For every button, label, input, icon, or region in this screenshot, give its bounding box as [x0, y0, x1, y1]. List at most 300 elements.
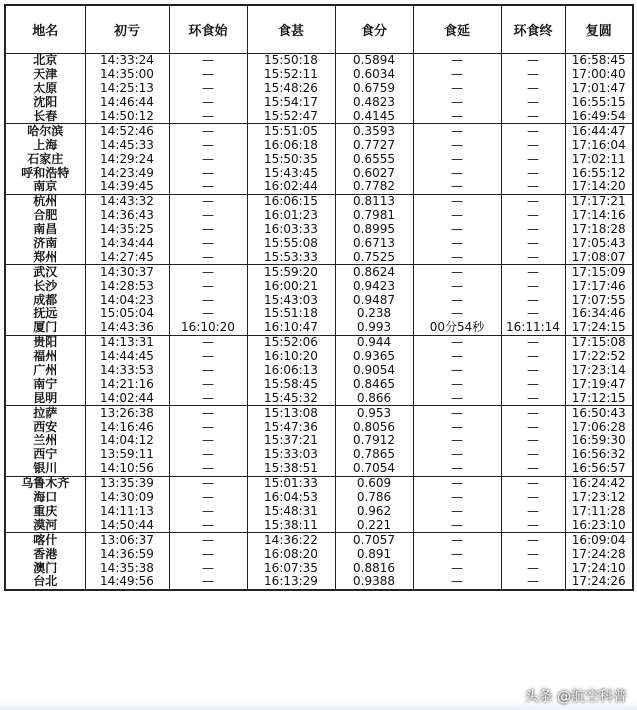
cell-annular-end: — [501, 533, 565, 547]
cell-magnitude: 0.6713 [335, 237, 413, 251]
cell-last-contact: 16:56:57 [565, 462, 633, 476]
cell-magnitude: 0.953 [335, 406, 413, 420]
cell-annular-start: — [169, 406, 247, 420]
cell-first-contact: 13:26:38 [85, 406, 169, 420]
table-header [5, 5, 633, 54]
cell-annular-start: — [169, 505, 247, 519]
cell-magnitude: 0.221 [335, 518, 413, 532]
header-magnitude: 食分 [335, 5, 413, 54]
cell-magnitude: 0.238 [335, 307, 413, 321]
cell-duration: — [413, 533, 501, 547]
cell-duration: — [413, 110, 501, 124]
cell-maximum: 16:06:13 [247, 364, 335, 378]
cell-annular-start: — [169, 250, 247, 264]
cell-annular-start: — [169, 124, 247, 138]
cell-last-contact: 17:19:47 [565, 377, 633, 391]
cell-maximum: 15:13:08 [247, 406, 335, 420]
cell-location: 抚远 [5, 307, 85, 321]
cell-location: 天津 [5, 68, 85, 82]
cell-annular-start: — [169, 575, 247, 590]
cell-magnitude: 0.9388 [335, 575, 413, 590]
cell-location: 北京 [5, 54, 85, 68]
cell-annular-start: — [169, 82, 247, 96]
cell-duration: — [413, 194, 501, 208]
cell-annular-start: — [169, 265, 247, 279]
cell-location: 南宁 [5, 377, 85, 391]
table-row [5, 96, 633, 110]
table-row [5, 307, 633, 321]
cell-magnitude: 0.8056 [335, 420, 413, 434]
cell-annular-end: — [501, 250, 565, 264]
table-row [5, 491, 633, 505]
cell-maximum: 16:10:20 [247, 350, 335, 364]
cell-maximum: 15:45:32 [247, 391, 335, 405]
table-row [5, 406, 633, 420]
header-annular-start: 环食始 [169, 5, 247, 54]
cell-first-contact: 14:50:44 [85, 518, 169, 532]
table-row [5, 152, 633, 166]
cell-first-contact: 14:50:12 [85, 110, 169, 124]
table-row [5, 575, 633, 590]
cell-location: 石家庄 [5, 152, 85, 166]
cell-duration: — [413, 166, 501, 180]
cell-magnitude: 0.6555 [335, 152, 413, 166]
cell-annular-start: — [169, 518, 247, 532]
cell-annular-end: — [501, 476, 565, 490]
cell-last-contact: 17:24:15 [565, 321, 633, 335]
header-annular-end: 环食终 [501, 5, 565, 54]
cell-annular-start: — [169, 533, 247, 547]
table-row [5, 166, 633, 180]
cell-first-contact: 14:49:56 [85, 575, 169, 590]
cell-annular-end: — [501, 293, 565, 307]
cell-first-contact: 14:46:44 [85, 96, 169, 110]
cell-location: 乌鲁木齐 [5, 476, 85, 490]
cell-first-contact: 14:52:46 [85, 124, 169, 138]
cell-annular-start: — [169, 138, 247, 152]
cell-magnitude: 0.6759 [335, 82, 413, 96]
cell-last-contact: 17:06:28 [565, 420, 633, 434]
cell-location: 上海 [5, 138, 85, 152]
cell-last-contact: 17:07:55 [565, 293, 633, 307]
cell-location: 台北 [5, 575, 85, 590]
eclipse-times-table [4, 4, 634, 591]
cell-last-contact: 16:55:12 [565, 166, 633, 180]
cell-magnitude: 0.4823 [335, 96, 413, 110]
cell-annular-end: — [501, 391, 565, 405]
cell-duration: — [413, 364, 501, 378]
cell-annular-start: — [169, 364, 247, 378]
cell-annular-end: — [501, 223, 565, 237]
cell-annular-start: — [169, 166, 247, 180]
cell-annular-end: — [501, 307, 565, 321]
cell-annular-end: — [501, 575, 565, 590]
cell-magnitude: 0.3593 [335, 124, 413, 138]
cell-maximum: 16:08:20 [247, 547, 335, 561]
cell-duration: — [413, 561, 501, 575]
cell-maximum: 15:59:20 [247, 265, 335, 279]
table-row [5, 547, 633, 561]
cell-annular-end: — [501, 209, 565, 223]
cell-duration: — [413, 476, 501, 490]
cell-first-contact: 14:28:53 [85, 279, 169, 293]
table-row [5, 434, 633, 448]
cell-magnitude: 0.891 [335, 547, 413, 561]
cell-location: 银川 [5, 462, 85, 476]
cell-last-contact: 17:05:43 [565, 237, 633, 251]
cell-annular-start: — [169, 547, 247, 561]
cell-duration: 00分54秒 [413, 321, 501, 335]
cell-annular-start: — [169, 561, 247, 575]
cell-location: 兰州 [5, 434, 85, 448]
cell-annular-end: — [501, 434, 565, 448]
cell-annular-start: — [169, 293, 247, 307]
table-row [5, 462, 633, 476]
cell-last-contact: 16:23:10 [565, 518, 633, 532]
cell-first-contact: 14:25:13 [85, 82, 169, 96]
cell-maximum: 15:48:26 [247, 82, 335, 96]
cell-last-contact: 17:08:07 [565, 250, 633, 264]
cell-annular-start: — [169, 96, 247, 110]
cell-location: 沈阳 [5, 96, 85, 110]
table-row [5, 68, 633, 82]
cell-location: 南昌 [5, 223, 85, 237]
cell-magnitude: 0.786 [335, 491, 413, 505]
cell-duration: — [413, 335, 501, 349]
cell-first-contact: 14:43:32 [85, 194, 169, 208]
cell-maximum: 15:38:51 [247, 462, 335, 476]
cell-last-contact: 17:02:11 [565, 152, 633, 166]
cell-maximum: 15:52:47 [247, 110, 335, 124]
cell-last-contact: 17:01:47 [565, 82, 633, 96]
cell-last-contact: 16:56:32 [565, 448, 633, 462]
table-row [5, 505, 633, 519]
cell-maximum: 15:38:11 [247, 518, 335, 532]
cell-maximum: 15:51:05 [247, 124, 335, 138]
table-row [5, 350, 633, 364]
cell-annular-start: — [169, 237, 247, 251]
cell-magnitude: 0.866 [335, 391, 413, 405]
cell-location: 重庆 [5, 505, 85, 519]
cell-duration: — [413, 547, 501, 561]
table-row [5, 377, 633, 391]
table-row [5, 180, 633, 194]
cell-duration: — [413, 406, 501, 420]
cell-annular-start: — [169, 194, 247, 208]
cell-annular-start: — [169, 377, 247, 391]
cell-duration: — [413, 250, 501, 264]
cell-duration: — [413, 279, 501, 293]
cell-duration: — [413, 96, 501, 110]
cell-location: 昆明 [5, 391, 85, 405]
cell-last-contact: 16:09:04 [565, 533, 633, 547]
cell-first-contact: 14:23:49 [85, 166, 169, 180]
cell-magnitude: 0.7525 [335, 250, 413, 264]
table-row [5, 265, 633, 279]
cell-annular-start: — [169, 68, 247, 82]
cell-first-contact: 14:35:38 [85, 561, 169, 575]
cell-last-contact: 17:17:21 [565, 194, 633, 208]
cell-location: 呼和浩特 [5, 166, 85, 180]
cell-duration: — [413, 420, 501, 434]
cell-maximum: 16:10:47 [247, 321, 335, 335]
cell-maximum: 16:06:15 [247, 194, 335, 208]
table-row [5, 420, 633, 434]
cell-magnitude: 0.7981 [335, 209, 413, 223]
cell-last-contact: 16:59:30 [565, 434, 633, 448]
table-row [5, 391, 633, 405]
cell-annular-end: — [501, 68, 565, 82]
header-first-contact: 初亏 [85, 5, 169, 54]
cell-duration: — [413, 462, 501, 476]
cell-annular-end: — [501, 152, 565, 166]
header-location: 地名 [5, 5, 85, 54]
cell-first-contact: 14:45:33 [85, 138, 169, 152]
cell-duration: — [413, 152, 501, 166]
cell-location: 郑州 [5, 250, 85, 264]
cell-location: 长沙 [5, 279, 85, 293]
cell-annular-start: — [169, 279, 247, 293]
cell-last-contact: 17:23:12 [565, 491, 633, 505]
cell-first-contact: 14:16:46 [85, 420, 169, 434]
table-row [5, 321, 633, 335]
cell-maximum: 15:50:35 [247, 152, 335, 166]
cell-last-contact: 17:16:04 [565, 138, 633, 152]
cell-duration: — [413, 124, 501, 138]
cell-annular-start: 16:10:20 [169, 321, 247, 335]
cell-annular-end: — [501, 166, 565, 180]
cell-first-contact: 14:02:44 [85, 391, 169, 405]
table-row [5, 518, 633, 532]
cell-duration: — [413, 518, 501, 532]
cell-magnitude: 0.609 [335, 476, 413, 490]
table-row [5, 250, 633, 264]
cell-first-contact: 14:27:45 [85, 250, 169, 264]
cell-first-contact: 14:21:16 [85, 377, 169, 391]
cell-annular-end: — [501, 462, 565, 476]
cell-location: 哈尔滨 [5, 124, 85, 138]
cell-last-contact: 17:00:40 [565, 68, 633, 82]
cell-location: 西安 [5, 420, 85, 434]
cell-last-contact: 16:58:45 [565, 54, 633, 68]
table-row [5, 54, 633, 68]
cell-annular-end: — [501, 335, 565, 349]
cell-maximum: 15:48:31 [247, 505, 335, 519]
cell-location: 漠河 [5, 518, 85, 532]
cell-annular-start: — [169, 476, 247, 490]
cell-duration: — [413, 350, 501, 364]
cell-last-contact: 17:22:52 [565, 350, 633, 364]
cell-annular-start: — [169, 462, 247, 476]
cell-annular-end: — [501, 350, 565, 364]
table-row [5, 279, 633, 293]
cell-magnitude: 0.8816 [335, 561, 413, 575]
cell-annular-end: — [501, 124, 565, 138]
cell-annular-end: — [501, 265, 565, 279]
table-row [5, 138, 633, 152]
cell-annular-start: — [169, 491, 247, 505]
cell-last-contact: 16:50:43 [565, 406, 633, 420]
cell-maximum: 16:01:23 [247, 209, 335, 223]
cell-location: 南京 [5, 180, 85, 194]
cell-annular-end: — [501, 448, 565, 462]
table-row [5, 194, 633, 208]
table-row [5, 476, 633, 490]
table-row [5, 335, 633, 349]
cell-annular-end: — [501, 138, 565, 152]
cell-magnitude: 0.8995 [335, 223, 413, 237]
cell-location: 杭州 [5, 194, 85, 208]
cell-annular-end: — [501, 279, 565, 293]
cell-maximum: 15:43:45 [247, 166, 335, 180]
cell-annular-end: — [501, 194, 565, 208]
cell-annular-end: — [501, 180, 565, 194]
cell-maximum: 15:47:36 [247, 420, 335, 434]
cell-first-contact: 14:29:24 [85, 152, 169, 166]
cell-duration: — [413, 209, 501, 223]
cell-annular-end: — [501, 377, 565, 391]
cell-last-contact: 17:14:20 [565, 180, 633, 194]
watermark: 头条 @航空科普 [524, 689, 627, 705]
cell-magnitude: 0.7727 [335, 138, 413, 152]
cell-magnitude: 0.9487 [335, 293, 413, 307]
cell-maximum: 16:03:33 [247, 223, 335, 237]
table-row [5, 364, 633, 378]
table-row [5, 209, 633, 223]
table-row [5, 293, 633, 307]
table-row [5, 110, 633, 124]
cell-magnitude: 0.9365 [335, 350, 413, 364]
cell-maximum: 16:00:21 [247, 279, 335, 293]
cell-annular-end: — [501, 237, 565, 251]
cell-magnitude: 0.7054 [335, 462, 413, 476]
cell-first-contact: 14:11:13 [85, 505, 169, 519]
cell-duration: — [413, 491, 501, 505]
cell-first-contact: 14:30:37 [85, 265, 169, 279]
cell-duration: — [413, 265, 501, 279]
cell-duration: — [413, 307, 501, 321]
cell-maximum: 16:13:29 [247, 575, 335, 590]
cell-annular-start: — [169, 209, 247, 223]
cell-last-contact: 17:11:28 [565, 505, 633, 519]
cell-annular-start: — [169, 223, 247, 237]
cell-duration: — [413, 68, 501, 82]
cell-last-contact: 17:12:15 [565, 391, 633, 405]
cell-first-contact: 14:34:44 [85, 237, 169, 251]
cell-first-contact: 13:59:11 [85, 448, 169, 462]
cell-maximum: 15:43:03 [247, 293, 335, 307]
cell-magnitude: 0.6034 [335, 68, 413, 82]
cell-maximum: 15:50:18 [247, 54, 335, 68]
cell-annular-end: 16:11:14 [501, 321, 565, 335]
cell-duration: — [413, 54, 501, 68]
cell-annular-start: — [169, 434, 247, 448]
cell-location: 拉萨 [5, 406, 85, 420]
cell-annular-start: — [169, 420, 247, 434]
cell-location: 广州 [5, 364, 85, 378]
cell-magnitude: 0.7865 [335, 448, 413, 462]
cell-location: 海口 [5, 491, 85, 505]
cell-maximum: 15:58:45 [247, 377, 335, 391]
cell-maximum: 15:52:06 [247, 335, 335, 349]
cell-duration: — [413, 377, 501, 391]
table-row [5, 533, 633, 547]
cell-first-contact: 13:06:37 [85, 533, 169, 547]
cell-first-contact: 14:33:53 [85, 364, 169, 378]
cell-magnitude: 0.8113 [335, 194, 413, 208]
cell-annular-end: — [501, 364, 565, 378]
cell-annular-end: — [501, 518, 565, 532]
cell-magnitude: 0.4145 [335, 110, 413, 124]
cell-maximum: 15:55:08 [247, 237, 335, 251]
cell-magnitude: 0.6027 [335, 166, 413, 180]
cell-first-contact: 14:30:09 [85, 491, 169, 505]
cell-magnitude: 0.7782 [335, 180, 413, 194]
cell-last-contact: 16:24:42 [565, 476, 633, 490]
table-row [5, 82, 633, 96]
cell-annular-start: — [169, 391, 247, 405]
cell-first-contact: 15:05:04 [85, 307, 169, 321]
cell-maximum: 15:54:17 [247, 96, 335, 110]
cell-maximum: 16:02:44 [247, 180, 335, 194]
cell-duration: — [413, 391, 501, 405]
cell-maximum: 15:37:21 [247, 434, 335, 448]
cell-annular-start: — [169, 307, 247, 321]
cell-last-contact: 17:17:46 [565, 279, 633, 293]
cell-magnitude: 0.8465 [335, 377, 413, 391]
cell-last-contact: 17:24:26 [565, 575, 633, 590]
cell-location: 合肥 [5, 209, 85, 223]
cell-annular-end: — [501, 96, 565, 110]
cell-annular-end: — [501, 561, 565, 575]
cell-annular-start: — [169, 180, 247, 194]
header-last-contact: 复圆 [565, 5, 633, 54]
cell-location: 厦门 [5, 321, 85, 335]
table-row [5, 237, 633, 251]
cell-location: 西宁 [5, 448, 85, 462]
cell-maximum: 15:52:11 [247, 68, 335, 82]
cell-magnitude: 0.944 [335, 335, 413, 349]
cell-annular-start: — [169, 335, 247, 349]
cell-first-contact: 14:36:43 [85, 209, 169, 223]
table-body [5, 54, 633, 590]
cell-maximum: 14:36:22 [247, 533, 335, 547]
cell-maximum: 16:04:53 [247, 491, 335, 505]
cell-first-contact: 14:35:00 [85, 68, 169, 82]
cell-maximum: 16:07:35 [247, 561, 335, 575]
cell-first-contact: 13:35:39 [85, 476, 169, 490]
cell-maximum: 16:06:18 [247, 138, 335, 152]
header-row [5, 5, 633, 54]
cell-first-contact: 14:44:45 [85, 350, 169, 364]
cell-location: 长春 [5, 110, 85, 124]
cell-annular-end: — [501, 505, 565, 519]
cell-location: 澳门 [5, 561, 85, 575]
cell-location: 武汉 [5, 265, 85, 279]
cell-magnitude: 0.7912 [335, 434, 413, 448]
cell-magnitude: 0.993 [335, 321, 413, 335]
cell-magnitude: 0.9054 [335, 364, 413, 378]
cell-last-contact: 17:24:10 [565, 561, 633, 575]
cell-location: 济南 [5, 237, 85, 251]
header-duration: 食延 [413, 5, 501, 54]
cell-duration: — [413, 575, 501, 590]
cell-annular-end: — [501, 547, 565, 561]
cell-location: 喀什 [5, 533, 85, 547]
cell-first-contact: 14:04:23 [85, 293, 169, 307]
cell-magnitude: 0.9423 [335, 279, 413, 293]
cell-annular-start: — [169, 54, 247, 68]
